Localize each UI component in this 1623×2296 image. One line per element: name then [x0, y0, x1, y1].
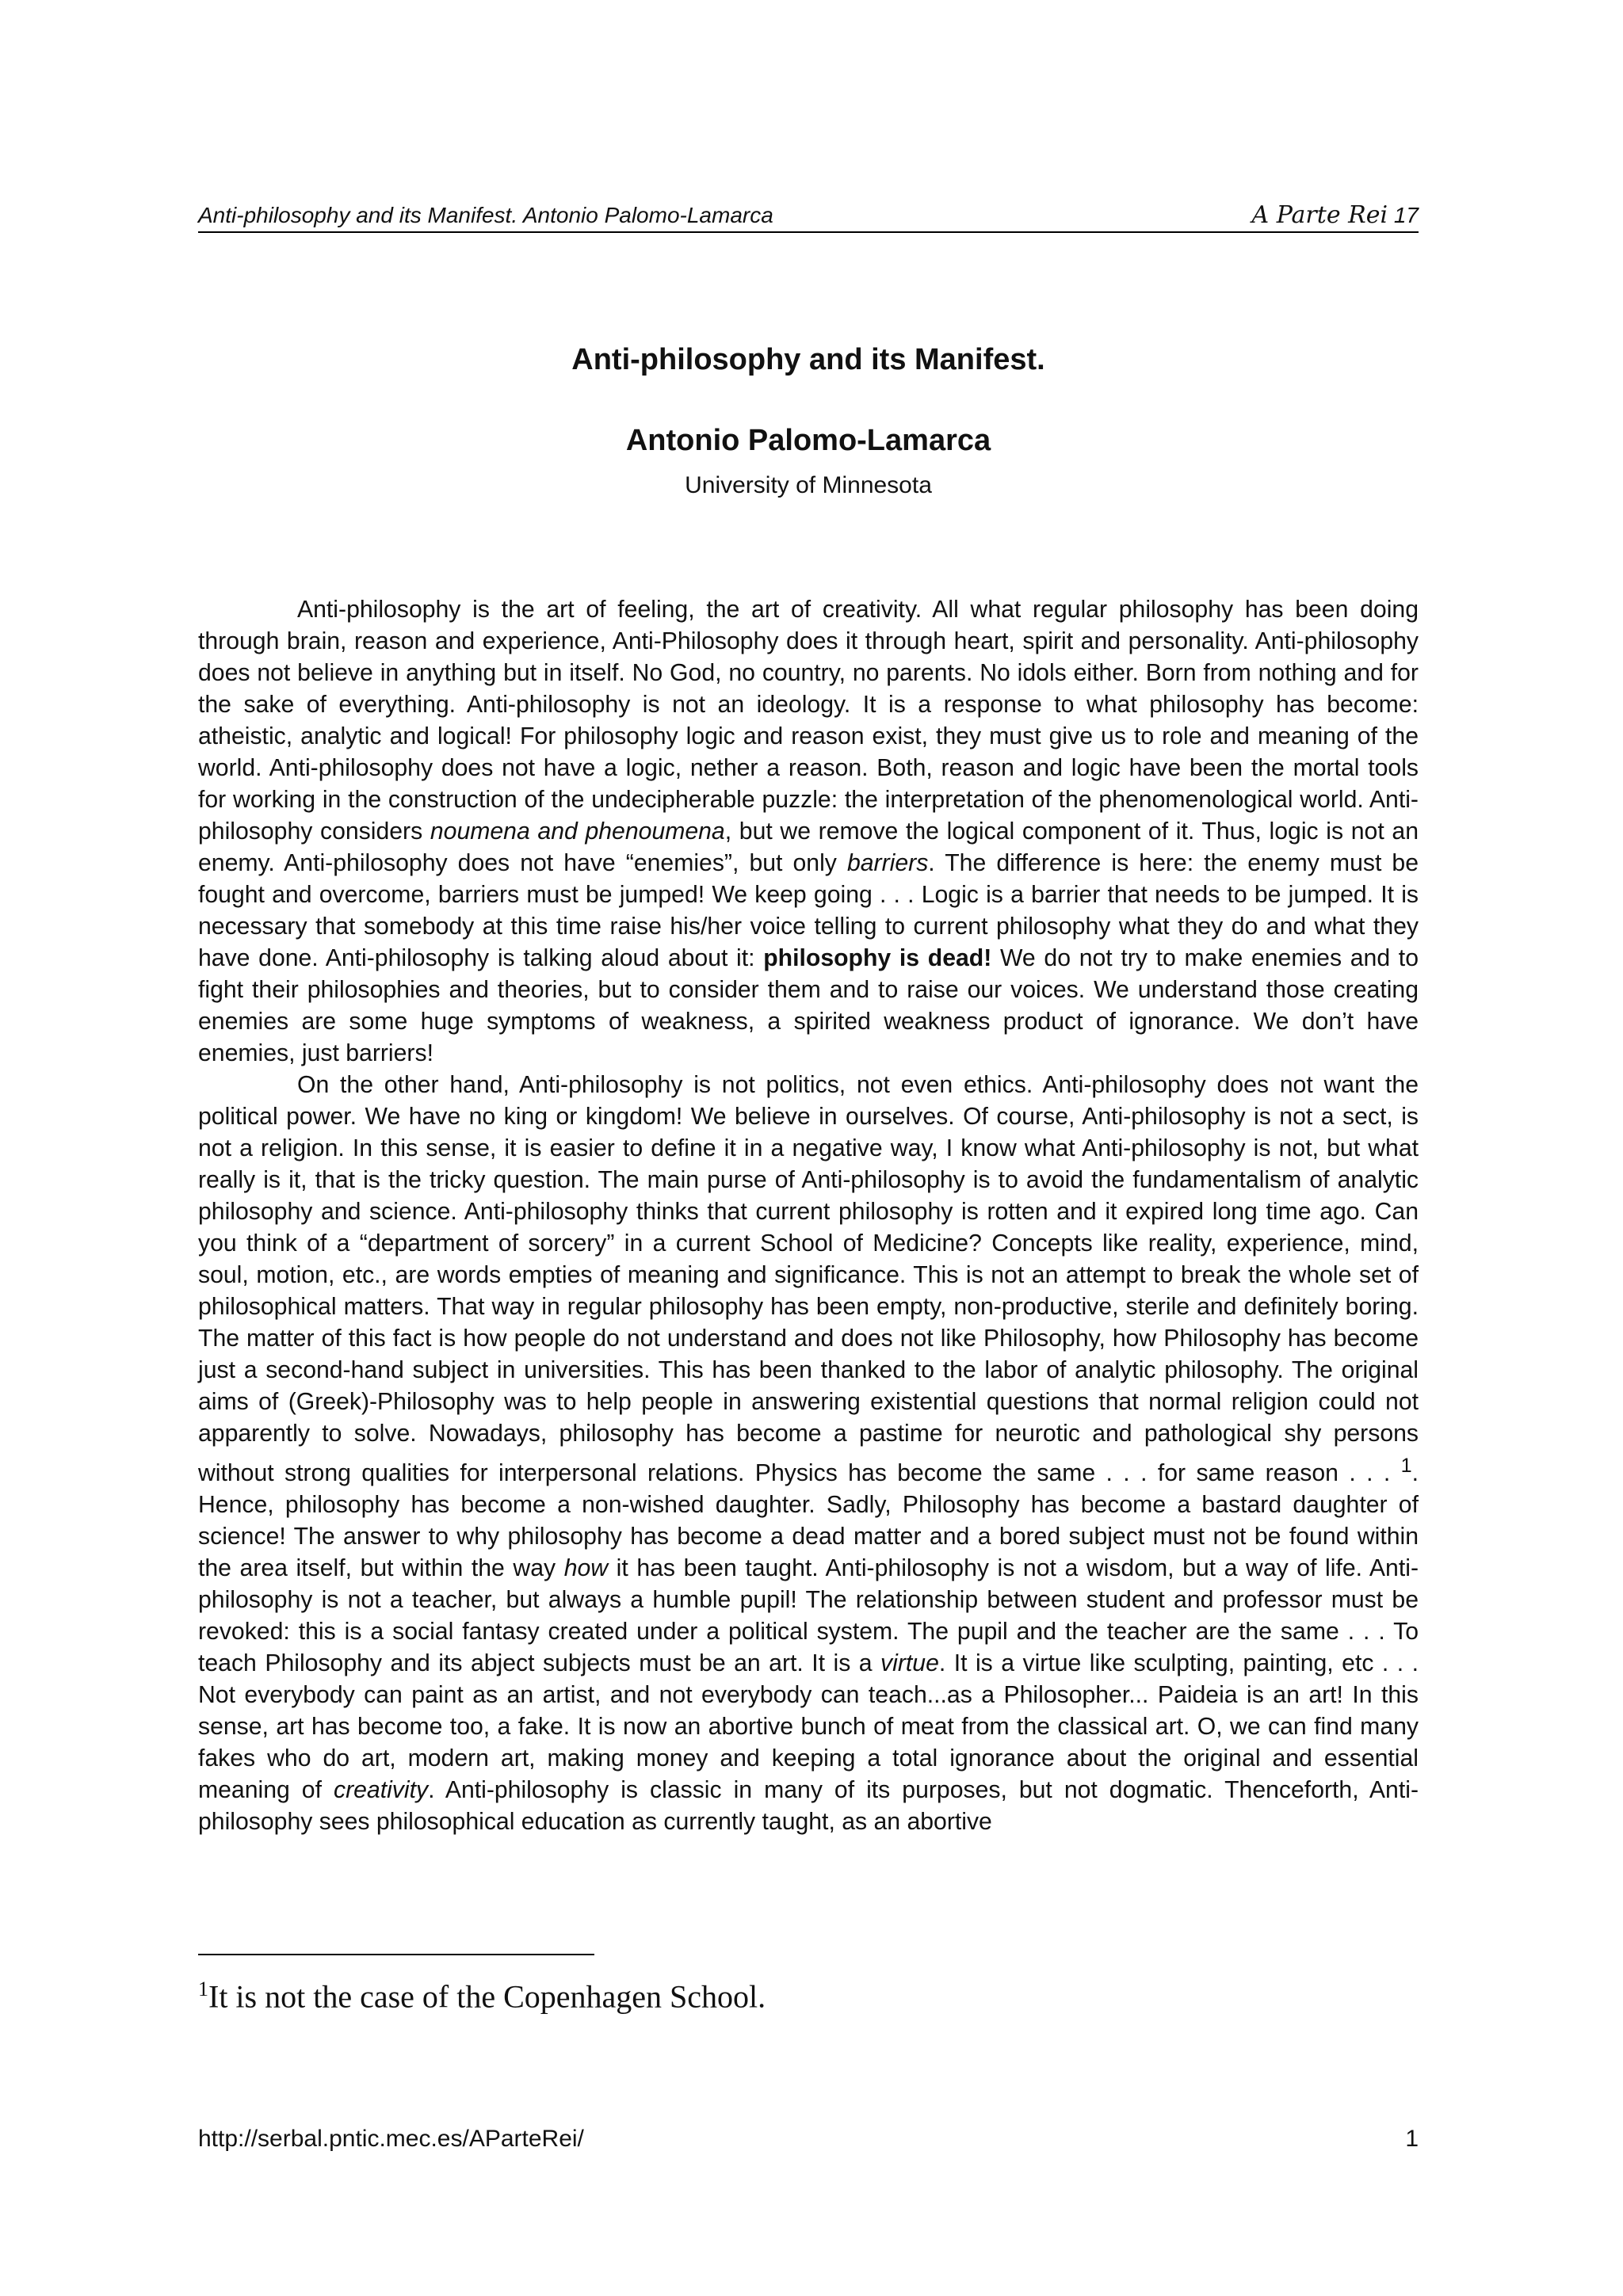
text-run: Anti-philosophy is the art of feeling, the art of creativity. All what regular philosophy has been doing through brain, reason and experience, Anti-Philosophy does it through heart, spirit and personality. Anti-philosophy does not believe in anything but in itself. No God, no country, no parents. No idols either. Born from nothing and for the sake of everything. Anti-philosophy is not an ideology. It is a response to what philosophy has become: atheistic, analytic and logical! For philosophy logic and reason exist, they must give us to role and meaning of the world. Anti-philosophy does not have a logic, nether a reason. Both, reason and logic have been the mortal tools for working in the construction of the undecipherable puzzle: the interpretation of the phenomenological world. Anti-philosophy considers	[198, 597, 1419, 845]
text-run: . It is a virtue like sculpting, painting, etc . . . Not everybody can paint as an artist, and not everybody can teach...as a Philosopher... Paideia is an art! In this sense, art has become too, a fake. It is now an abortive bunch of meat from the classical art. O, we can find many fakes who do art, modern art, making money and keeping a total ignorance about the original and essential meaning of	[198, 1650, 1419, 1804]
author-affiliation: University of Minnesota	[685, 472, 932, 498]
text-run: . Hence, philosophy has become a non-wished daughter. Sadly, Philosophy has become a bastard daughter of science! The answer to why philosophy has become a dead matter and a bored subject must not be found within the area itself, but within the way	[198, 1460, 1419, 1582]
paper-title: Anti-philosophy and its Manifest.	[571, 343, 1045, 376]
footnote	[198, 1970, 766, 2016]
footer-url: http://serbal.pntic.mec.es/AParteRei/	[198, 2126, 584, 2152]
paragraph-1	[198, 594, 1419, 1070]
strong-text: philosophy is dead!	[763, 945, 992, 971]
body-text	[198, 594, 1419, 1838]
page-footer	[198, 2124, 1419, 2154]
emphasis: noumena and phenoumena	[430, 818, 725, 845]
running-header-journal	[1252, 201, 1419, 230]
emphasis: barriers	[846, 850, 929, 876]
author-name: Antonio Palomo-Lamarca	[625, 424, 991, 457]
footnote-mark: 1	[198, 1978, 208, 2000]
paragraph-2	[198, 1070, 1419, 1838]
footnote-divider	[198, 1954, 594, 1955]
footnote-text: It is not the case of the Copenhagen School.	[208, 1978, 766, 2015]
text-run: We do not try to make enemies and to fight their philosophies and theories, but to consider them and to raise our voices. We understand those creating enemies are some huge symptoms of weakness, a spirited weakness product of ignorance. We don’t have enemies, just barriers!	[198, 945, 1419, 1066]
text-run: it has been taught. Anti-philosophy is not a wisdom, but a way of life. Anti-philosophy is not a teacher, but always a humble pupil! The relationship between student and professor must be revoked: this is a social fantasy created under a political system. The pupil and the teacher are the same . . . To teach Philosophy and its abject subjects must be an art. It is a	[198, 1555, 1419, 1677]
emphasis: how	[563, 1555, 609, 1582]
running-header	[198, 201, 1419, 233]
running-header-title: Anti-philosophy and its Manifest. Antonio Palomo-Lamarca	[198, 203, 773, 227]
text-run: . Anti-philosophy is classic in many of its purposes, but not dogmatic. Thenceforth, Anti-philosophy sees philosophical education as currently taught, as an abortive	[198, 1777, 1419, 1836]
footer-page-number: 1	[1405, 2126, 1419, 2152]
footnote-reference: 1	[1400, 1455, 1412, 1477]
text-run: , but we remove the logical component of it. Thus, logic is not an enemy. Anti-philosophy does not have “enemies”, but only	[198, 818, 1419, 876]
emphasis: creativity	[333, 1777, 429, 1804]
text-run: . The difference is here: the enemy must be fought and overcome, barriers must be jumped! We keep going . . . Logic is a barrier that needs to be jumped. It is necessary that somebody at this time raise his/her voice telling to current philosophy what they do and what they have done. Anti-philosophy is talking aloud about it:	[198, 850, 1419, 971]
journal-name: A Parte Rei	[1251, 201, 1388, 229]
journal-page: 17	[1393, 203, 1419, 227]
emphasis: virtue	[880, 1650, 939, 1677]
text-run: On the other hand, Anti-philosophy is not politics, not even ethics. Anti-philosophy does not want the political power. We have no king or kingdom! We believe in ourselves. Of course, Anti-philosophy is not a sect, is not a religion. In this sense, it is easier to define it in a negative way, I know what Anti-philosophy is not, but what really is it, that is the tricky question. The main purse of Anti-philosophy is to avoid the fundamentalism of analytic philosophy and science. Anti-philosophy thinks that current philosophy is rotten and it expired long time ago. Can you think of a “department of sorcery” in a current School of Medicine? Concepts like reality, experience, mind, soul, motion, etc., are words empties of meaning and significance. This is not an attempt to break the whole set of philosophical matters. That way in regular philosophy has been empty, non-productive, sterile and definitely boring. The matter of this fact is how people do not understand and does not like Philosophy, how Philosophy has become just a second-hand subject in universities. This has been thanked to the labor of analytic philosophy. The original aims of (Greek)-Philosophy was to help people in answering existential questions that normal religion could not apparently to solve. Nowadays, philosophy has become a pastime for neurotic and pathological shy persons without strong qualities for interpersonal relations. Physics has become the same . . . for same reason . . .	[198, 1072, 1419, 1487]
